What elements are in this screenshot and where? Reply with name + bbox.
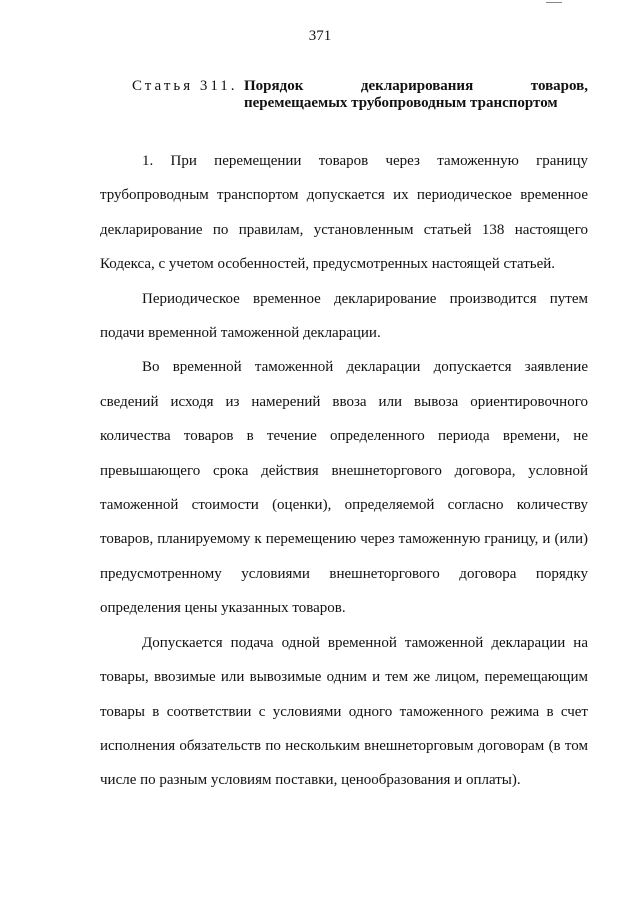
article-body [100,144,588,798]
paragraph-1: 1. При перемещении товаров через таможенную границу трубопроводным транспортом допускается их периодическое временное декларирование по правилам, установленным статьей 138 настоящего Кодекса, с учетом особенностей, предусмотренных настоящей статьей. [100,153,588,273]
paragraph-2: Периодическое временное декларирование производится путем подачи временной таможенной декларации. [100,290,588,342]
article-label: Статья 311. [132,78,238,94]
article-title-line-1: Порядок декларирования товаров, [244,78,588,94]
scan-corner-mark [546,2,562,3]
paragraph-3: Во временной таможенной декларации допускается заявление сведений исходя из намерений ввоза или вывоза ориентировочного количества товаров в течение определенного периода времени, не превышающего срока действия внешнеторгового договора, условной таможенной стоимости (оценки), определяемой согласно количеству товаров, планируемому к перемещению через таможенную границу, и (или) предусмотренному условиями внешнеторгового договора порядку определения цены указанных товаров. [100,359,588,617]
article-title [244,78,588,112]
paragraph-4: Допускается подача одной временной таможенной декларации на товары, ввозимые или вывозимые одним и тем же лицом, перемещающим товары в соответствии с условиями одного таможенного режима в счет исполнения обязательств по нескольким внешнеторговым договорам (в том числе по разным условиям поставки, ценообразования и оплаты). [100,634,588,789]
page-number: 371 [308,28,332,44]
article-heading [132,78,588,112]
article-title-line-2: перемещаемых трубопроводным транспортом [244,95,558,111]
